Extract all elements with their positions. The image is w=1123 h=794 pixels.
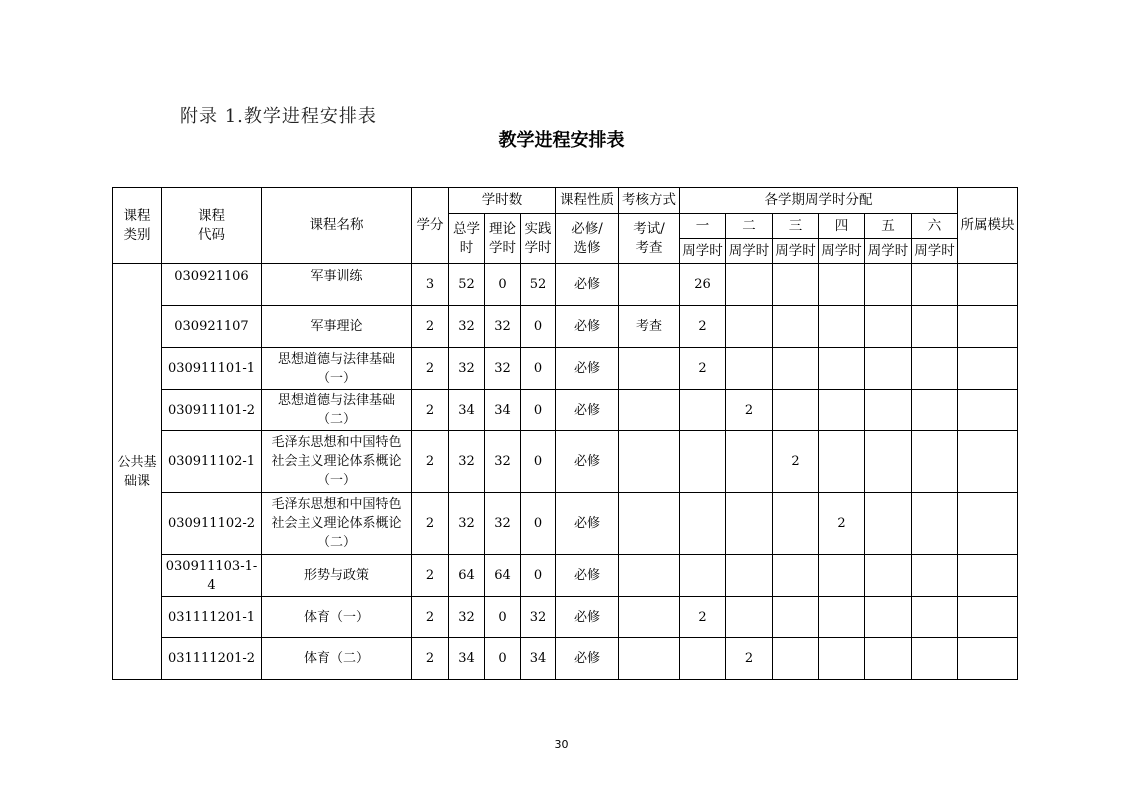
semester-6-hours (912, 597, 958, 638)
module-cell (958, 431, 1018, 493)
course-code: 031111201-1 (162, 597, 262, 638)
semester-6-hours (912, 348, 958, 390)
semester-1-hours: 2 (680, 348, 726, 390)
semester-6-hours (912, 390, 958, 431)
semester-4-hours (819, 390, 865, 431)
header-semester-3: 三 (773, 214, 819, 239)
header-hours-theory: 理论 学时 (485, 214, 521, 264)
assessment (619, 431, 680, 493)
semester-1-hours (680, 555, 726, 597)
course-name: 军事训练 (262, 264, 412, 306)
hours-total: 32 (449, 348, 485, 390)
course-code: 030911101-1 (162, 348, 262, 390)
hours-practice: 32 (521, 597, 556, 638)
course-name: 思想道德与法律基础 （一） (262, 348, 412, 390)
credit: 2 (412, 493, 449, 555)
semester-5-hours (865, 555, 912, 597)
hours-practice: 0 (521, 431, 556, 493)
semester-6-hours (912, 264, 958, 306)
table-row (113, 431, 1018, 493)
header-semester-2: 二 (726, 214, 773, 239)
hours-practice: 52 (521, 264, 556, 306)
header-assessment-sub: 考试/ 考查 (619, 214, 680, 264)
credit: 2 (412, 306, 449, 348)
table-row (113, 390, 1018, 431)
header-weekly-hours: 周学时 (726, 239, 773, 264)
hours-total: 32 (449, 431, 485, 493)
semester-2-hours (726, 597, 773, 638)
course-nature: 必修 (556, 638, 619, 680)
credit: 3 (412, 264, 449, 306)
credit: 2 (412, 348, 449, 390)
course-code: 030911102-2 (162, 493, 262, 555)
table-row (113, 493, 1018, 555)
semester-1-hours (680, 638, 726, 680)
course-name: 体育（一） (262, 597, 412, 638)
header-semester-1: 一 (680, 214, 726, 239)
header-hours-total: 总学 时 (449, 214, 485, 264)
course-code: 031111201-2 (162, 638, 262, 680)
header-nature-sub: 必修/ 选修 (556, 214, 619, 264)
hours-theory: 0 (485, 597, 521, 638)
hours-total: 64 (449, 555, 485, 597)
course-nature: 必修 (556, 493, 619, 555)
semester-1-hours: 2 (680, 306, 726, 348)
hours-practice: 0 (521, 348, 556, 390)
header-weekly-hours: 周学时 (819, 239, 865, 264)
semester-6-hours (912, 306, 958, 348)
semester-5-hours (865, 348, 912, 390)
header-weekly-hours: 周学时 (680, 239, 726, 264)
semester-4-hours (819, 431, 865, 493)
hours-theory: 32 (485, 493, 521, 555)
module-cell (958, 555, 1018, 597)
assessment (619, 597, 680, 638)
module-cell (958, 264, 1018, 306)
hours-total: 32 (449, 306, 485, 348)
hours-theory: 64 (485, 555, 521, 597)
page-number: 30 (554, 738, 569, 751)
semester-1-hours: 26 (680, 264, 726, 306)
course-name: 体育（二） (262, 638, 412, 680)
course-name: 毛泽东思想和中国特色 社会主义理论体系概论 （一） (262, 431, 412, 493)
course-code: 030911101-2 (162, 390, 262, 431)
course-nature: 必修 (556, 597, 619, 638)
hours-practice: 0 (521, 493, 556, 555)
semester-5-hours (865, 638, 912, 680)
semester-2-hours (726, 306, 773, 348)
hours-theory: 0 (485, 264, 521, 306)
hours-total: 32 (449, 597, 485, 638)
semester-3-hours (773, 493, 819, 555)
hours-practice: 0 (521, 306, 556, 348)
semester-5-hours (865, 306, 912, 348)
semester-5-hours (865, 390, 912, 431)
course-nature: 必修 (556, 306, 619, 348)
semester-2-hours (726, 493, 773, 555)
semester-1-hours: 2 (680, 597, 726, 638)
header-semester-6: 六 (912, 214, 958, 239)
semester-4-hours (819, 597, 865, 638)
semester-4-hours (819, 348, 865, 390)
assessment: 考查 (619, 306, 680, 348)
credit: 2 (412, 638, 449, 680)
semester-2-hours (726, 555, 773, 597)
hours-theory: 32 (485, 348, 521, 390)
table-row (113, 555, 1018, 597)
hours-total: 34 (449, 390, 485, 431)
module-cell (958, 348, 1018, 390)
assessment (619, 264, 680, 306)
course-nature: 必修 (556, 264, 619, 306)
header-weekly-hours: 周学时 (912, 239, 958, 264)
course-code: 030921107 (162, 306, 262, 348)
semester-6-hours (912, 638, 958, 680)
semester-3-hours (773, 555, 819, 597)
appendix-title: 附录 1.教学进程安排表 (180, 106, 377, 127)
module-cell (958, 306, 1018, 348)
category-cell: 公共基 础课 (113, 264, 162, 680)
header-weekly-hours: 周学时 (865, 239, 912, 264)
semester-5-hours (865, 493, 912, 555)
semester-4-hours (819, 264, 865, 306)
table-body (113, 264, 1018, 680)
semester-4-hours (819, 306, 865, 348)
semester-3-hours (773, 597, 819, 638)
header-hours-group: 学时数 (449, 188, 556, 214)
semester-6-hours (912, 431, 958, 493)
semester-2-hours: 2 (726, 638, 773, 680)
semester-2-hours: 2 (726, 390, 773, 431)
semester-6-hours (912, 493, 958, 555)
credit: 2 (412, 431, 449, 493)
course-code: 030921106 (162, 264, 262, 306)
semester-3-hours (773, 638, 819, 680)
table-row (113, 264, 1018, 306)
semester-1-hours (680, 390, 726, 431)
course-nature: 必修 (556, 348, 619, 390)
hours-theory: 32 (485, 306, 521, 348)
assessment (619, 555, 680, 597)
semester-5-hours (865, 597, 912, 638)
semester-5-hours (865, 431, 912, 493)
hours-total: 32 (449, 493, 485, 555)
hours-theory: 0 (485, 638, 521, 680)
module-cell (958, 638, 1018, 680)
assessment (619, 390, 680, 431)
semester-3-hours (773, 390, 819, 431)
hours-total: 52 (449, 264, 485, 306)
hours-practice: 34 (521, 638, 556, 680)
page-title: 教学进程安排表 (498, 130, 625, 151)
header-name: 课程名称 (262, 188, 412, 264)
course-code: 030911102-1 (162, 431, 262, 493)
header-semester-4: 四 (819, 214, 865, 239)
table-row (113, 638, 1018, 680)
semester-3-hours: 2 (773, 431, 819, 493)
course-code: 030911103-1-4 (162, 555, 262, 597)
schedule-table (112, 187, 1018, 680)
credit: 2 (412, 390, 449, 431)
hours-practice: 0 (521, 555, 556, 597)
course-name: 军事理论 (262, 306, 412, 348)
semester-4-hours (819, 555, 865, 597)
credit: 2 (412, 597, 449, 638)
module-cell (958, 390, 1018, 431)
table-row (113, 348, 1018, 390)
table-row (113, 306, 1018, 348)
semester-1-hours (680, 431, 726, 493)
semester-4-hours (819, 638, 865, 680)
header-module: 所属模块 (958, 188, 1018, 264)
assessment (619, 348, 680, 390)
semester-2-hours (726, 348, 773, 390)
header-hours-practice: 实践 学时 (521, 214, 556, 264)
header-assessment: 考核方式 (619, 188, 680, 214)
semester-3-hours (773, 348, 819, 390)
header-category: 课程 类别 (113, 188, 162, 264)
semester-3-hours (773, 264, 819, 306)
course-name: 形势与政策 (262, 555, 412, 597)
course-name: 毛泽东思想和中国特色 社会主义理论体系概论 （二） (262, 493, 412, 555)
credit: 2 (412, 555, 449, 597)
course-name: 思想道德与法律基础 （二） (262, 390, 412, 431)
header-semester-5: 五 (865, 214, 912, 239)
assessment (619, 493, 680, 555)
module-cell (958, 597, 1018, 638)
course-nature: 必修 (556, 390, 619, 431)
semester-1-hours (680, 493, 726, 555)
hours-total: 34 (449, 638, 485, 680)
header-semester-group: 各学期周学时分配 (680, 188, 958, 214)
table-row (113, 597, 1018, 638)
header-nature: 课程性质 (556, 188, 619, 214)
header-code: 课程 代码 (162, 188, 262, 264)
hours-practice: 0 (521, 390, 556, 431)
header-credit: 学分 (412, 188, 449, 264)
semester-3-hours (773, 306, 819, 348)
semester-5-hours (865, 264, 912, 306)
course-nature: 必修 (556, 431, 619, 493)
semester-6-hours (912, 555, 958, 597)
course-nature: 必修 (556, 555, 619, 597)
semester-2-hours (726, 431, 773, 493)
semester-4-hours: 2 (819, 493, 865, 555)
semester-2-hours (726, 264, 773, 306)
assessment (619, 638, 680, 680)
hours-theory: 34 (485, 390, 521, 431)
module-cell (958, 493, 1018, 555)
hours-theory: 32 (485, 431, 521, 493)
header-weekly-hours: 周学时 (773, 239, 819, 264)
